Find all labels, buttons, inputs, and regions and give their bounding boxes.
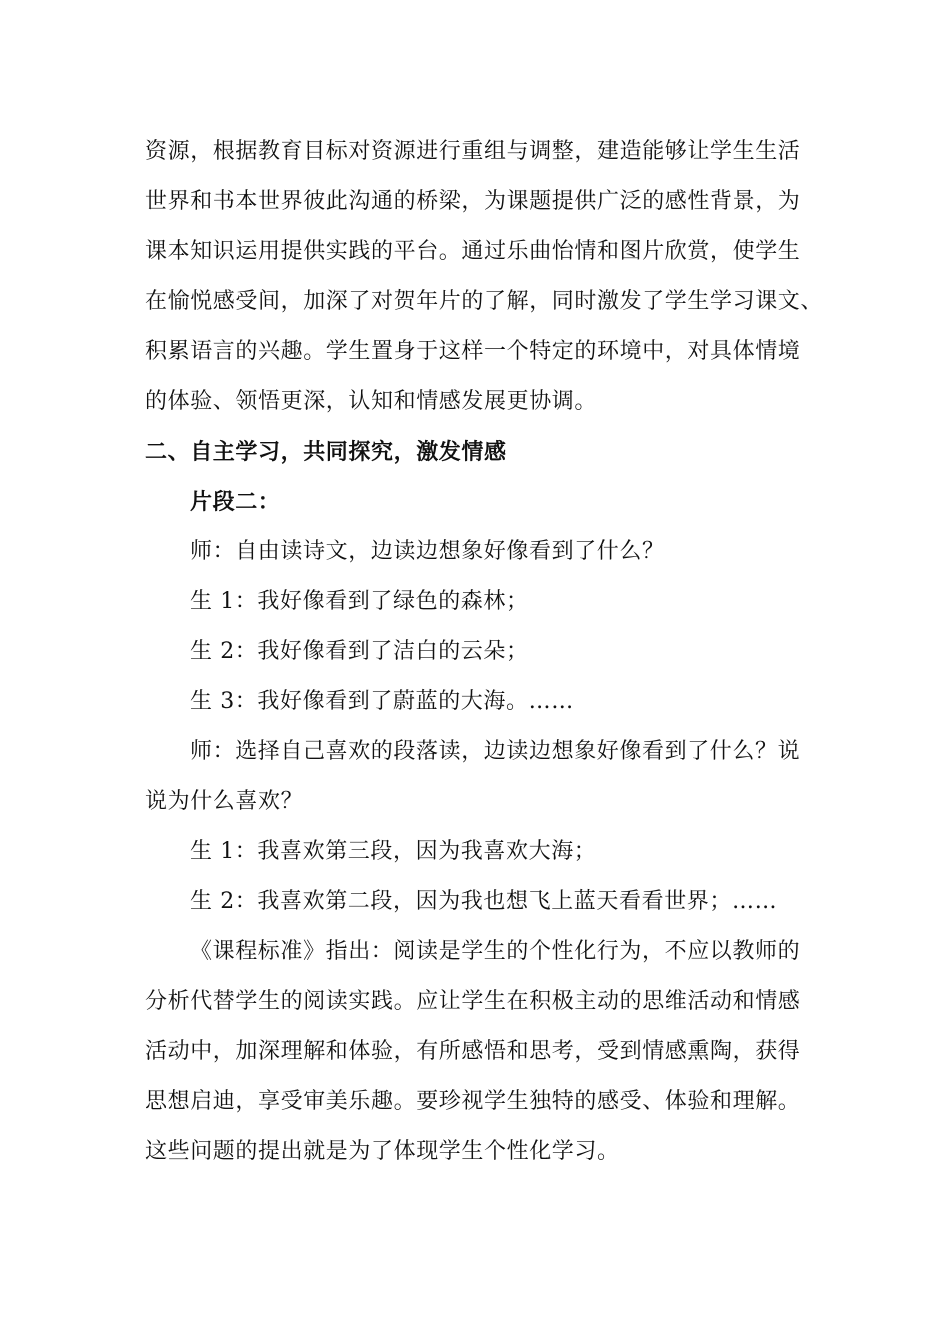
dialogue-line: 生 1：我好像看到了绿色的森林； [190, 589, 529, 614]
paragraph-line: 分析代替学生的阅读实践。应让学生在积极主动的思维活动和情感 [145, 989, 801, 1014]
paragraph-line: 的体验、领悟更深，认知和情感发展更协调。 [145, 389, 598, 414]
dialogue-line: 说为什么喜欢？ [145, 789, 304, 814]
paragraph-line: 积累语言的兴趣。学生置身于这样一个特定的环境中，对具体情境 [145, 339, 801, 364]
dialogue-line: 师：选择自己喜欢的段落读，边读边想象好像看到了什么？说 [190, 739, 801, 764]
paragraph-line: 活动中，加深理解和体验，有所感悟和思考，受到情感熏陶，获得 [145, 1039, 801, 1064]
paragraph-line: 在愉悦感受间，加深了对贺年片的了解，同时激发了学生学习课文、 [145, 289, 824, 314]
section-heading: 二、自主学习，共同探究，激发情感 [145, 439, 507, 465]
paragraph-line: 世界和书本世界彼此沟通的桥梁，为课题提供广泛的感性背景，为 [145, 189, 801, 214]
dialogue-line: 生 1：我喜欢第三段，因为我喜欢大海； [190, 839, 597, 864]
dialogue-line: 生 2：我喜欢第二段，因为我也想飞上蓝天看看世界；…… [190, 889, 778, 914]
paragraph-line: 思想启迪，享受审美乐趣。要珍视学生独特的感受、体验和理解。 [145, 1089, 801, 1114]
dialogue-line: 生 3：我好像看到了蔚蓝的大海。…… [190, 689, 574, 714]
subheading: 片段二： [190, 489, 281, 515]
paragraph-line: 《课程标准》指出：阅读是学生的个性化行为，不应以教师的 [190, 939, 801, 964]
paragraph-line: 课本知识运用提供实践的平台。通过乐曲怡情和图片欣赏，使学生 [145, 239, 801, 264]
dialogue-line: 生 2：我好像看到了洁白的云朵； [190, 639, 529, 664]
paragraph-line: 这些问题的提出就是为了体现学生个性化学习。 [145, 1139, 620, 1164]
dialogue-line: 师：自由读诗文，边读边想象好像看到了什么？ [190, 539, 665, 564]
paragraph-line: 资源，根据教育目标对资源进行重组与调整，建造能够让学生生活 [145, 139, 801, 164]
